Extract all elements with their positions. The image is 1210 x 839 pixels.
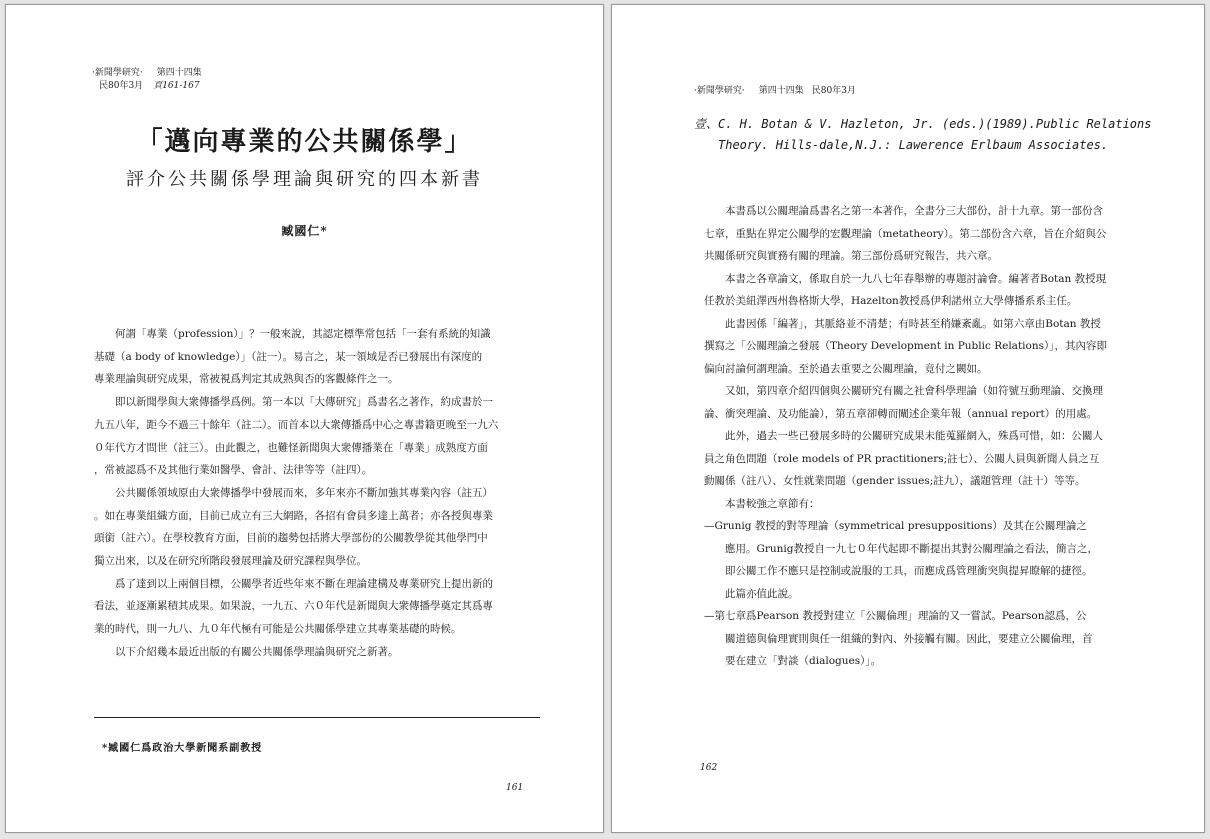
text-line: 專業理論與研究成果，常被視爲判定其成熟與否的客觀條件之一。 <box>94 373 399 386</box>
text-line: 此書因係「編著」，其脈絡並不清楚；有時甚至稍嫌紊亂。如第六章由Botan 教授 <box>725 317 1101 330</box>
text-line: 爲了達到以上兩個目標，公關學者近些年來不斷在理論建構及專業研究上提出新的 <box>115 577 493 590</box>
journal-name: ·新聞學研究· <box>694 86 745 96</box>
text-line: 動關係（註八）、女性就業問題（gender issues;註九），議題管理（註十）等等。 <box>704 475 1086 487</box>
page-number: 161 <box>506 783 524 793</box>
running-header <box>694 85 856 98</box>
text-line: 任教於美紐澤西州魯格斯大學，Hazelton教授爲伊利諾州立大學傳播系系主任。 <box>704 295 1078 307</box>
reference-citation-line2: Theory. Hills-dale,N.J.: Lawerence Erlbaum Associates. <box>718 138 1109 152</box>
list-item-line: —第七章爲Pearson 教授對建立「公關倫理」理論的又一嘗試。Pearson認爲，公 <box>704 610 1087 622</box>
text-line: 看法，並逐漸累積其成果。如果說，一九五、六０年代是新聞與大衆傳播學奠定其爲專 <box>94 600 493 613</box>
list-item-line: 應用。Grunig教授自一九七０年代起即不斷提出其對公關理論之看法，簡言之， <box>725 542 1099 555</box>
article-subtitle: 評介公共關係學理論與研究的四本新書 <box>126 169 483 190</box>
page-range: 頁161-167 <box>153 81 200 91</box>
issue-label: 第四十四集 <box>758 86 804 96</box>
page-number: 162 <box>700 763 718 773</box>
text-line: 即以新聞學與大衆傳播學爲例。第一本以「大傳研究」爲書名之著作，約成書於一 <box>115 396 493 409</box>
journal-name: ·新聞學研究· <box>92 68 143 78</box>
text-line: 以下介紹幾本最近出版的有關公共關係學理論與研究之新著。 <box>115 645 399 658</box>
issue-label: 第四十四集 <box>156 68 202 78</box>
page-161 <box>5 4 604 833</box>
article-author: 臧國仁* <box>281 224 328 238</box>
text-line: 本書較強之章節有： <box>725 497 820 510</box>
text-line: 九五八年，距今不過三十餘年（註二）。而首本以大衆傳播爲中心之專書籍更晚至一九六 <box>94 418 499 431</box>
list-item-line: 關道德與倫理實則與任一組織的對內、外接觸有關。因此，要建立公關倫理，首 <box>725 632 1093 645</box>
text-line: 本書爲以公關理論爲書名之第一本著作，全書分三大部份，計十九章。第一部份含 <box>725 205 1103 217</box>
text-line: 又如，第四章介紹四個與公關研究有關之社會科學理論（如符號互動理論、交換理 <box>725 385 1103 397</box>
author-footnote: *臧國仁爲政治大學新聞系副教授 <box>102 743 263 754</box>
list-item-line: 此篇亦值此說。 <box>725 587 799 600</box>
text-line: 業的時代，則一九八、九０年代極有可能是公共關係學建立其專業基礎的時候。 <box>94 623 462 636</box>
issue-date: 民80年3月 <box>99 81 144 91</box>
text-line: 此外，過去一些已發展多時的公關研究成果未能蒐羅網入，殊爲可惜，如：公關人 <box>725 430 1103 442</box>
footnote-divider <box>94 717 540 718</box>
text-line: 撰寫之「公關理論之發展（Theory Development in Public Relations）」，其內容即 <box>704 340 1107 352</box>
text-line: 公共關係領域原由大衆傳播學中發展而來，多年來亦不斷加強其專業內容（註五） <box>115 486 493 499</box>
text-line: ，常被認爲不及其他行業如醫學、會計、法律等等（註四）。 <box>94 464 373 477</box>
issue-date: 民80年3月 <box>811 86 856 96</box>
page-162 <box>611 4 1205 833</box>
text-line: ０年代方才問世（註三）。由此觀之，也難怪新聞與大衆傳播業在「專業」成熟度方面 <box>94 441 488 454</box>
text-line: 七章，重點在界定公關學的宏觀理論（metatheory）。第二部份含六章，旨在介紹與公 <box>704 227 1107 240</box>
text-line: 何謂「專業（profession）」？一般來說，其認定標準常包括「一套有系統的知識 <box>115 328 491 340</box>
article-body <box>94 323 538 664</box>
text-line: 本書之各章論文，係取自於一九八七年春舉辦的專題討論會。編著者Botan 教授現 <box>725 272 1107 285</box>
reference-citation-line1: 壹、C. H. Botan & V. Hazleton, Jr. (eds.)(1989).Public Relations <box>694 117 1152 131</box>
review-body <box>704 200 1132 673</box>
text-line: 獨立出來，以及在研究所階段發展理論及研究課程與學位。 <box>94 555 367 568</box>
text-line: 偏向討論何謂理論。至於過去重要之公關理論，竟付之闕如。 <box>704 362 988 375</box>
article-title: 「邁向專業的公共關係學」 <box>136 127 473 157</box>
text-line: 員之角色問題（role models of PR practitioners;註七）、公關人員與新聞人員之互 <box>704 452 1100 465</box>
text-line: 基礎（a body of knowledge）」（註一）。易言之，某一領域是否已發展出有深度的 <box>94 350 483 363</box>
text-line: 論、衝突理論、及功能論），第五章卻轉而闡述企業年報（annual report）的用處。 <box>704 407 1098 420</box>
text-line: 共關係研究與實務有關的理論。第三部份爲研究報告，共六章。 <box>704 250 998 262</box>
text-line: 。如在專業組織方面，目前已成立有三大網路，各招有會員多達上萬者；亦各授與專業 <box>94 509 493 522</box>
list-item-line: 要在建立「對談（dialogues）」。 <box>725 655 882 667</box>
text-line: 頭銜（註六）。在學校教育方面，目前的趨勢包括將大學部份的公關教學從其他學門中 <box>94 532 488 545</box>
running-header <box>92 67 202 93</box>
list-item-line: 即公關工作不應只是控制或說服的工具，而應成爲管理衝突與提昇瞭解的捷徑。 <box>725 565 1093 577</box>
list-item-line: —Grunig 教授的對等理論（symmetrical presuppositions）及其在公關理論之 <box>704 520 1087 532</box>
